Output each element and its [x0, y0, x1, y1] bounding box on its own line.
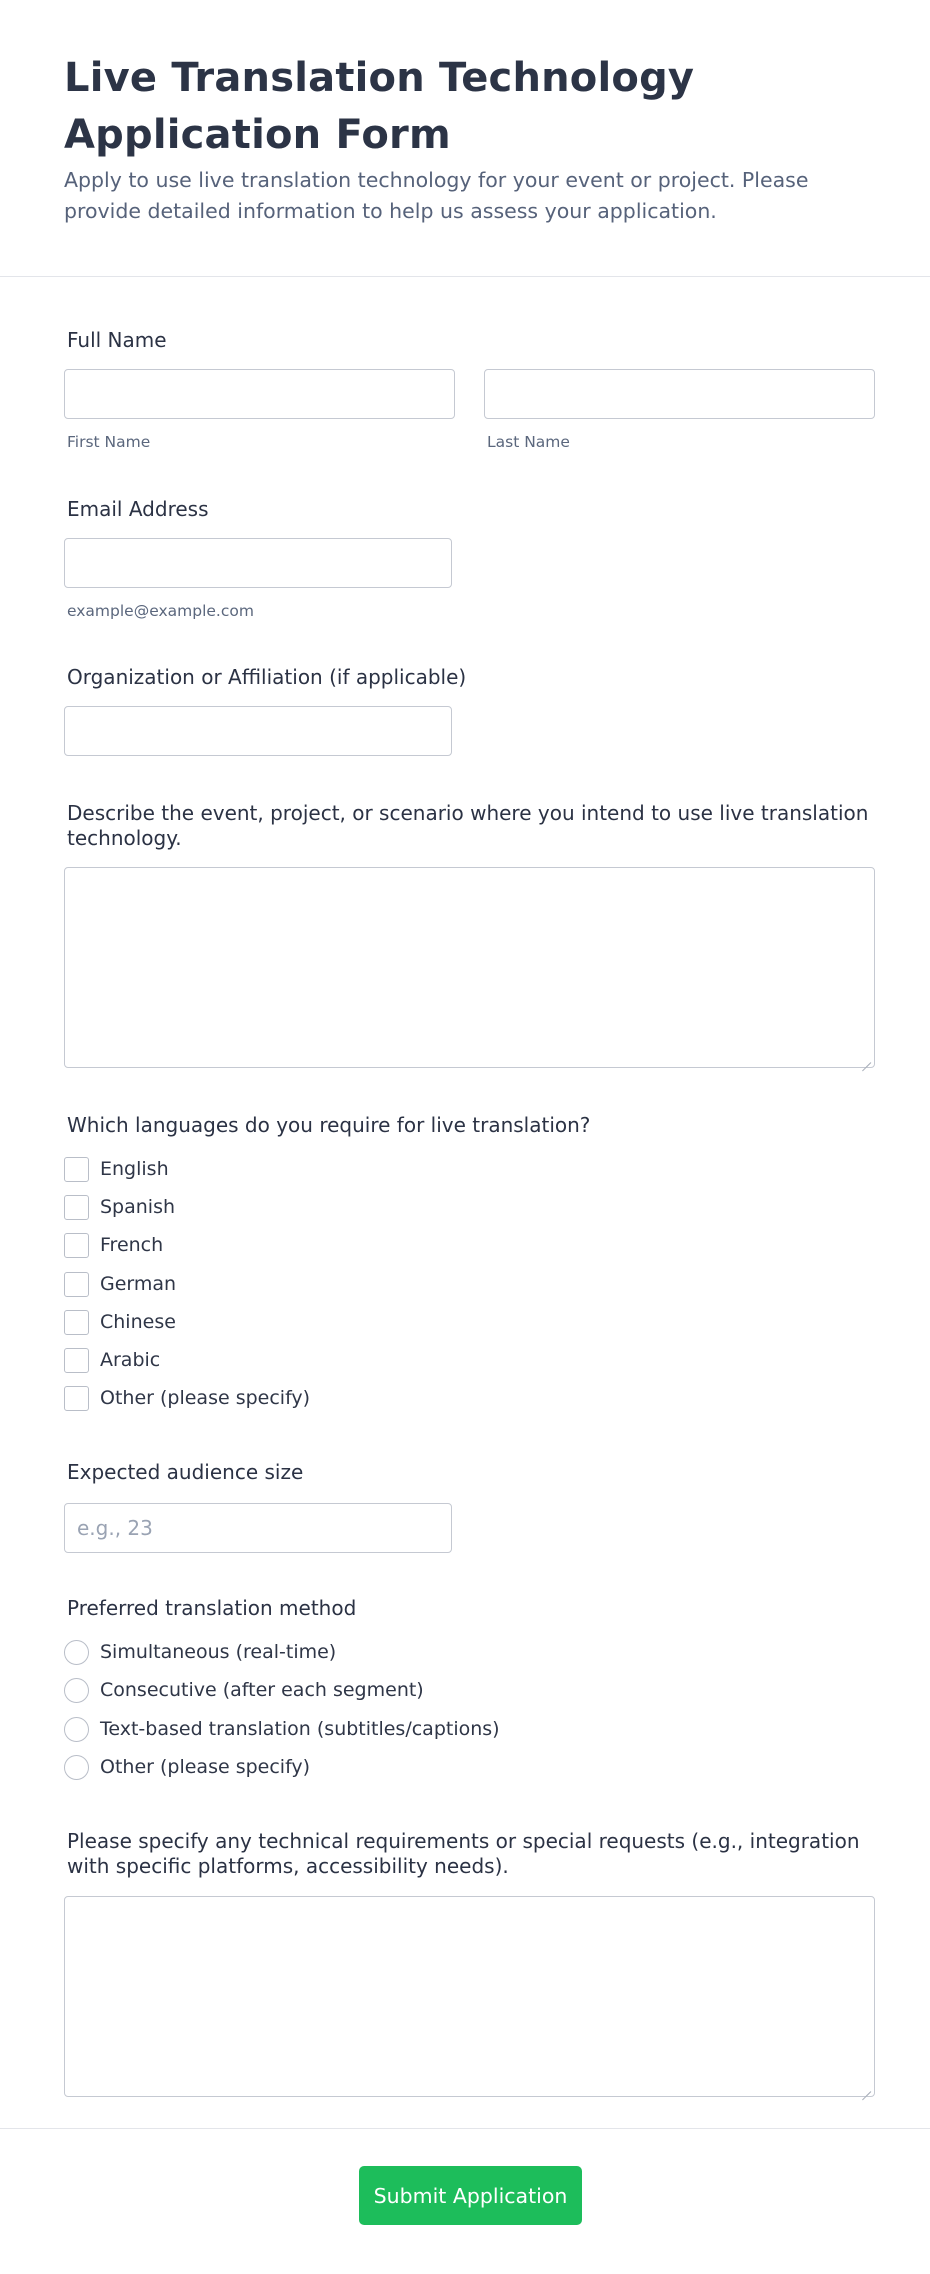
- page-title: Live Translation Technology Application Form: [64, 55, 695, 158]
- checkbox[interactable]: [64, 1310, 89, 1335]
- email-label: Email Address: [67, 497, 209, 521]
- language-option-label: English: [100, 1158, 169, 1180]
- radio-button[interactable]: [64, 1755, 89, 1780]
- audience-label: Expected audience size: [67, 1460, 304, 1484]
- method-option-simultaneous[interactable]: [64, 1639, 336, 1665]
- language-option-label: Arabic: [100, 1349, 161, 1371]
- last-name-sublabel: Last Name: [487, 433, 570, 451]
- email-sublabel: example@example.com: [67, 602, 254, 620]
- full-name-label: Full Name: [67, 328, 167, 352]
- resize-grip-icon[interactable]: [861, 1054, 871, 1064]
- resize-grip-icon[interactable]: [861, 2083, 871, 2093]
- radio-button[interactable]: [64, 1717, 89, 1742]
- last-name-input[interactable]: [484, 369, 875, 419]
- technical-label: Please specify any technical requirements or special requests (e.g., integration with specific platforms, accessibility needs).: [67, 1829, 860, 1878]
- checkbox[interactable]: [64, 1157, 89, 1182]
- radio-button[interactable]: [64, 1678, 89, 1703]
- checkbox[interactable]: [64, 1233, 89, 1258]
- language-option-spanish[interactable]: [64, 1194, 175, 1220]
- language-option-arabic[interactable]: [64, 1347, 160, 1373]
- language-option-label: Other (please specify): [100, 1387, 311, 1409]
- languages-label: Which languages do you require for live translation?: [67, 1113, 591, 1137]
- language-option-german[interactable]: [64, 1271, 176, 1297]
- description-label: Describe the event, project, or scenario where you intend to use live translation technology.: [67, 801, 869, 850]
- checkbox[interactable]: [64, 1386, 89, 1411]
- submit-button[interactable]: Submit Application: [359, 2166, 582, 2225]
- method-option-other[interactable]: [64, 1754, 310, 1780]
- method-option-label: Text-based translation (subtitles/captions): [100, 1718, 500, 1740]
- language-option-chinese[interactable]: [64, 1309, 176, 1335]
- method-option-label: Consecutive (after each segment): [100, 1679, 424, 1701]
- page-subtitle: Apply to use live translation technology for your event or project. Please provide detailed information to help us assess your application.: [64, 168, 809, 223]
- audience-size-input[interactable]: [64, 1503, 452, 1553]
- method-option-text-based[interactable]: [64, 1716, 500, 1742]
- technical-textarea[interactable]: [64, 1896, 875, 2097]
- language-option-label: Chinese: [100, 1311, 176, 1333]
- method-label: Preferred translation method: [67, 1596, 357, 1620]
- radio-button[interactable]: [64, 1640, 89, 1665]
- method-option-label: Other (please specify): [100, 1756, 311, 1778]
- organization-label: Organization or Affiliation (if applicable): [67, 665, 467, 689]
- method-option-label: Simultaneous (real-time): [100, 1641, 337, 1663]
- language-option-label: German: [100, 1273, 177, 1295]
- email-input[interactable]: [64, 538, 452, 588]
- organization-input[interactable]: [64, 706, 452, 756]
- first-name-input[interactable]: [64, 369, 455, 419]
- language-option-french[interactable]: [64, 1232, 163, 1258]
- language-option-english[interactable]: [64, 1156, 169, 1182]
- checkbox[interactable]: [64, 1195, 89, 1220]
- checkbox[interactable]: [64, 1272, 89, 1297]
- language-option-other[interactable]: [64, 1385, 310, 1411]
- first-name-sublabel: First Name: [67, 433, 151, 451]
- form-header: [0, 0, 930, 277]
- method-option-consecutive[interactable]: [64, 1677, 424, 1703]
- checkbox[interactable]: [64, 1348, 89, 1373]
- description-textarea[interactable]: [64, 867, 875, 1068]
- language-option-label: Spanish: [100, 1196, 176, 1218]
- language-option-label: French: [100, 1234, 164, 1256]
